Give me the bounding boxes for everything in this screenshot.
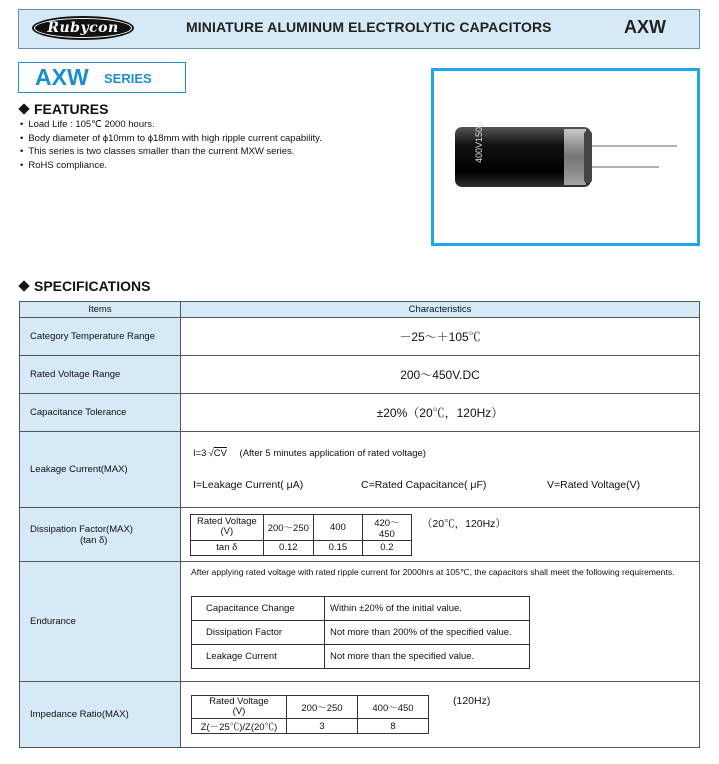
dissipation-table: Rated Voltage (V) 200～250 400 420～450 tan δ 0.12 0.15 0.2	[190, 514, 412, 556]
col-header-items: Items	[20, 302, 181, 318]
product-photo-frame	[431, 68, 700, 246]
col-header-characteristics: Characteristics	[181, 302, 700, 318]
capacitance-tolerance-value: ±20%（20℃，120Hz）	[181, 394, 700, 432]
feature-item: • RoHS compliance.	[20, 159, 322, 173]
voltage-range-value: 200～450V.DC	[181, 356, 700, 394]
capacitor-marking: 400V150μ	[474, 121, 484, 163]
impedance-cell	[181, 682, 700, 748]
specifications-table	[19, 301, 700, 748]
temperature-range-value: －25～＋105℃	[181, 318, 700, 356]
series-word: SERIES	[104, 71, 152, 86]
series-code: AXW	[35, 64, 89, 90]
header-series-code: AXW	[624, 17, 666, 37]
leakage-definitions: I=Leakage Current( μA) C=Rated Capacitance( μF) V=Rated Voltage(V)	[193, 479, 641, 491]
row-label-leakage: Leakage Current(MAX)	[20, 432, 181, 508]
diamond-bullet-icon	[18, 280, 29, 291]
specifications-heading: SPECIFICATIONS	[20, 278, 150, 294]
impedance-condition: (120Hz)	[453, 695, 491, 707]
impedance-table: Rated Voltage (V) 200～250 400～450 Z(－25℃)/Z(20℃) 3 8	[191, 695, 429, 734]
feature-item: • Body diameter of ϕ10mm to ϕ18mm with high ripple current capability.	[20, 132, 322, 146]
leakage-formula: I=3 √CV (After 5 minutes application of rated voltage)	[193, 448, 426, 459]
page-title: MINIATURE ALUMINUM ELECTROLYTIC CAPACITORS	[186, 19, 552, 35]
feature-item: • Load Life : 105℃ 2000 hours.	[20, 118, 322, 132]
features-heading: FEATURES	[20, 101, 108, 117]
endurance-table: Capacitance Change Within ±20% of the initial value. Dissipation Factor Not more than 200% of the specified value. Leakage Current Not more than the specified value.	[191, 596, 530, 669]
row-label-temperature: Category Temperature Range	[20, 318, 181, 356]
row-label-voltage: Rated Voltage Range	[20, 356, 181, 394]
row-label-dissipation: Dissipation Factor(MAX) (tan δ)	[20, 508, 181, 562]
row-label-endurance: Endurance	[20, 562, 181, 682]
row-label-impedance: Impedance Ratio(MAX)	[20, 682, 181, 748]
features-list	[20, 118, 322, 172]
row-label-capacitance-tolerance: Capacitance Tolerance	[20, 394, 181, 432]
rubycon-logo: Rubycon	[32, 16, 134, 40]
capacitor-photo	[434, 71, 697, 243]
endurance-intro: After applying rated voltage with rated ripple current for 2000hrs at 105℃, the capacitors shall meet the following requirements.	[191, 567, 675, 577]
endurance-cell	[181, 562, 700, 682]
feature-item: • This series is two classes smaller than the current MXW series.	[20, 145, 322, 159]
dissipation-cell	[181, 508, 700, 562]
leakage-cell	[181, 432, 700, 508]
diamond-bullet-icon	[18, 103, 29, 114]
dissipation-condition: （20℃，120Hz）	[421, 517, 506, 530]
